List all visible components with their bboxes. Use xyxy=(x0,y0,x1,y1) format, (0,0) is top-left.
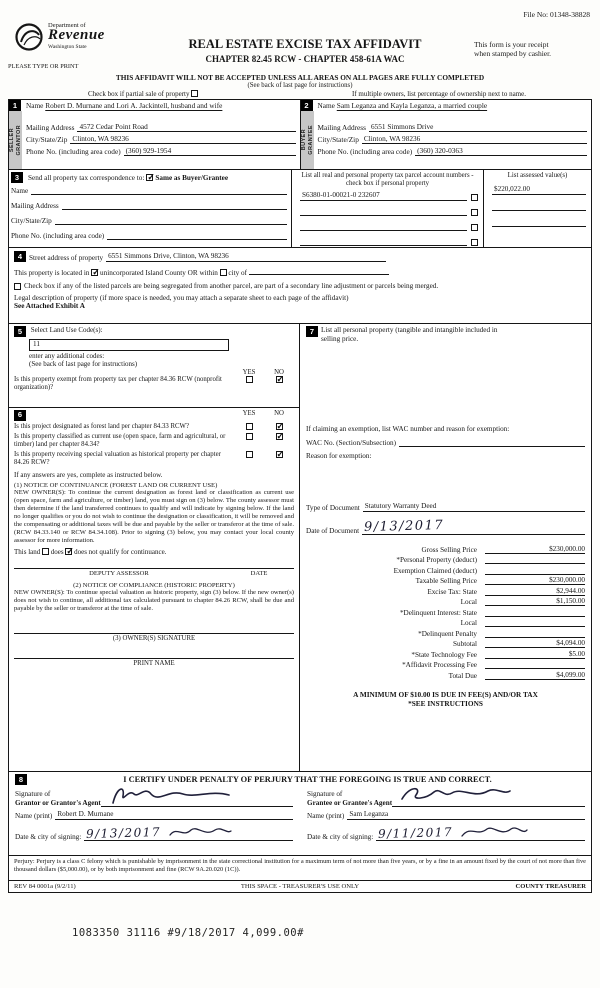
segregated-checkbox[interactable] xyxy=(14,283,21,290)
land-use-code-box[interactable]: 11 xyxy=(29,339,229,351)
wac-label: WAC No. (Section/Subsection) xyxy=(306,439,397,448)
selling-price-section xyxy=(299,324,591,771)
document-date[interactable]: 9/13/2017 xyxy=(362,519,585,535)
fee-table xyxy=(306,543,585,680)
yes-header-5: YES xyxy=(242,369,256,376)
treasurer-stamp: 1083350 31116 #9/18/2017 4,099.00# xyxy=(72,927,304,939)
city-of-field[interactable] xyxy=(249,267,389,275)
parcel-1-personal-checkbox[interactable] xyxy=(471,194,478,201)
parcel-numbers-section xyxy=(291,170,483,247)
fee-row: *Personal Property (deduct) xyxy=(306,555,585,564)
affidavit-form xyxy=(8,99,592,893)
historic-question: Is this property receiving special valuation as historical property per chapter 84.26 RCW? xyxy=(14,451,221,467)
buyer-mailing-label: Mailing Address xyxy=(317,123,366,132)
additional-codes-label: enter any additional codes: xyxy=(29,352,105,360)
parcel-number-3[interactable] xyxy=(300,221,467,231)
corr-name-label: Name xyxy=(11,187,29,195)
parcel-numbers-header: List all real and personal property tax parcel account numbers - check box if personal property xyxy=(301,172,474,187)
buyer-name-label: Name xyxy=(317,101,335,110)
grantor-city-scribble-icon xyxy=(167,824,233,840)
grantee-signature-icon xyxy=(396,783,516,809)
perjury-notice: Perjury: Perjury is a class C felony which is punishable by imprisonment in the state correctional institution for a maximum term of not more than five years, or by a fine in an amount fixed by the court of not more than five thousand dollars ($5,000.00), or by both imprisonment and fine (RCW 9A.20.020 (1C)). xyxy=(14,858,586,874)
parcel-number-1[interactable]: S6380-01-00021-0 232607 xyxy=(300,191,467,201)
exemption-note: If claiming an exemption, list WAC number and reason for exemption: xyxy=(306,425,510,434)
owners-signature-line[interactable]: (3) OWNER(S) SIGNATURE xyxy=(14,633,294,642)
notice-1-body: NEW OWNER(S): To continue the current designation as forest land or classification as current use (open space, farm and agriculture, or timber) land, you must sign on (3) below. The county assessor must then determine if the land transferred continues to qualify and will indicate by signing below. If the land no longer qualifies or you do not wish to continue the designation or classification, it will be removed and the compensating or additional taxes will be due and payable by the seller or transferor at the time of sale. (RCW 84.33.140 or RCW 84.34.108). Prior to signing (3) below, you may contact your local county assessor for more information. xyxy=(14,489,294,544)
section-2-badge: 2 xyxy=(301,100,313,111)
see-back-note: (See back of last page for instructions) xyxy=(247,82,353,89)
grantee-signature[interactable] xyxy=(392,787,585,807)
fee-row: Local xyxy=(306,618,585,627)
section-8-badge: 8 xyxy=(15,774,27,785)
legal-description[interactable]: See Attached Exhibit A xyxy=(14,302,85,311)
fee-row: Subtotal $4,094.00 xyxy=(453,639,585,649)
located-in-label: This property is located in xyxy=(14,269,90,277)
forest-yes-checkbox[interactable] xyxy=(246,423,253,430)
document-date-label: Date of Document xyxy=(306,527,360,536)
land-does-checkbox[interactable] xyxy=(42,548,49,555)
grantor-signing-block xyxy=(15,787,303,841)
logo-name-text: Revenue xyxy=(48,27,105,43)
corr-citystatezip-label: City/State/Zip xyxy=(11,217,52,225)
legal-description-label: Legal description of property (if more space is needed, you may attach a separate sheet to each page of the affidavit) xyxy=(14,294,349,303)
fee-row: Excise Tax: State $2,944.00 xyxy=(427,586,585,596)
grantor-signature-icon xyxy=(107,783,237,809)
unincorporated-label: unincorporated Island County OR within xyxy=(100,269,218,277)
deputy-assessor-label: DEPUTY ASSESSOR xyxy=(89,570,149,578)
fee-row: *Delinquent Interest: State xyxy=(306,608,585,617)
notice-2-body: NEW OWNER(S): To continue special valuation as historic property, sign (3) below. If the new owner(s) does not wish to continue, all additional tax calculated pursuant to chapter 84.26 RCW, shall be due and payable by the seller or transferor at the time of sale. xyxy=(14,589,294,613)
fee-row: *Delinquent Penalty xyxy=(306,629,585,638)
certify-statement: I CERTIFY UNDER PENALTY OF PERJURY THAT THE FOREGOING IS TRUE AND CORRECT. xyxy=(123,775,492,784)
does-not-label: does not qualify for continuance. xyxy=(74,548,167,557)
certification-section xyxy=(9,772,591,856)
land-use-label: Select Land Use Code(s): xyxy=(30,326,103,334)
section-3-badge: 3 xyxy=(11,172,23,183)
deputy-date-label: DATE xyxy=(250,570,268,578)
receipt-note: This form is your receipt when stamped by cashier. xyxy=(474,40,552,58)
corr-name-field[interactable] xyxy=(31,185,287,195)
yes-header-6: YES xyxy=(242,410,256,417)
deputy-assessor-line[interactable] xyxy=(14,568,294,577)
personal-property-field[interactable] xyxy=(306,343,585,425)
section-7-badge: 7 xyxy=(306,326,318,337)
revenue-logo xyxy=(14,22,105,52)
street-address-label: Street address of property xyxy=(29,254,104,262)
fee-value[interactable] xyxy=(485,555,585,564)
document-type[interactable]: Statutory Warranty Deed xyxy=(363,502,585,512)
fee-value[interactable]: $4,099.00 xyxy=(485,671,585,680)
fee-row: Local $1,150.00 xyxy=(460,597,585,607)
completion-warning: THIS AFFIDAVIT WILL NOT BE ACCEPTED UNLESS ALL AREAS ON ALL PAGES ARE FULLY COMPLETED xyxy=(115,73,485,82)
section-4-badge: 4 xyxy=(14,251,26,262)
multiple-owners-note: If multiple owners, list percentage of ownership next to name. xyxy=(352,90,526,98)
land-use-see-back: (See back of last page for instructions) xyxy=(29,360,138,368)
property-address-section xyxy=(9,248,591,324)
partial-sale-checkbox[interactable] xyxy=(191,90,198,97)
fee-value[interactable]: $2,944.00 xyxy=(485,587,585,596)
no-header-5: NO xyxy=(274,369,284,376)
fee-row: *Affidavit Processing Fee xyxy=(306,660,585,669)
grantor-date-city-label: Date & city of signing: xyxy=(15,833,82,841)
current-use-question: Is this property classified as current use (open space, farm and agricultural, or timber) land per chapter 84.34? xyxy=(14,433,226,449)
grantor-agent-label: Grantor or Grantor's Agent xyxy=(15,798,101,807)
partial-sale-label: Check box if partial sale of property xyxy=(88,90,190,98)
buyer-phone[interactable]: (360) 320-0363 xyxy=(415,146,587,156)
section-1-badge: 1 xyxy=(9,100,21,111)
seller-grantor-side-label: SELLER GRANTOR xyxy=(9,111,22,169)
seller-citystatezip[interactable]: Clinton, WA 98236 xyxy=(70,134,295,144)
same-as-buyer-label: Same as Buyer/Grantee xyxy=(155,173,229,182)
assessed-value-header: List assessed value(s) xyxy=(507,172,568,179)
exempt-no-checkbox[interactable] xyxy=(276,376,283,383)
see-instructions-note: *SEE INSTRUCTIONS xyxy=(408,698,483,708)
street-address[interactable]: 6551 Simmons Drive, Clinton, WA 98236 xyxy=(106,252,386,262)
grantee-date-city[interactable]: 9/11/2017 xyxy=(376,824,585,841)
city-of-label: city of xyxy=(228,269,247,277)
forest-question: Is this project designated as forest land per chapter 84.33 RCW? xyxy=(14,423,189,430)
wac-number-field[interactable] xyxy=(399,437,585,447)
fee-value[interactable]: $230,000.00 xyxy=(485,545,585,554)
seller-section xyxy=(9,100,301,169)
parcel-3-personal-checkbox[interactable] xyxy=(471,224,478,231)
buyer-name[interactable]: Sam Leganza and Kayla Leganza, a married couple xyxy=(336,101,488,110)
current-use-yes-checkbox[interactable] xyxy=(246,433,253,440)
assessed-value-2[interactable] xyxy=(492,201,586,211)
form-revision: REV 84 0001a (9/2/11) xyxy=(14,883,76,890)
city-of-checkbox[interactable] xyxy=(220,269,227,276)
if-yes-note: If any answers are yes, complete as instructed below. xyxy=(14,471,163,480)
assessed-value-1[interactable]: $220,022.00 xyxy=(492,185,586,195)
fee-value[interactable] xyxy=(485,608,585,617)
forest-no-checkbox[interactable] xyxy=(276,423,283,430)
corr-mailing-field[interactable] xyxy=(62,200,287,210)
section-6-badge: 6 xyxy=(14,410,26,421)
send-correspondence-label: Send all property tax correspondence to: xyxy=(28,173,145,182)
print-name-line[interactable]: PRINT NAME xyxy=(14,658,294,667)
county-treasurer-label: COUNTY TREASURER xyxy=(515,883,586,890)
notice-2-title: (2) NOTICE OF COMPLIANCE (HISTORIC PROPERTY) xyxy=(73,582,235,590)
land-does-not-checkbox[interactable] xyxy=(65,548,72,555)
segregated-label: Check box if any of the listed parcels are being segregated from another parcel, are part of a secondary line adjustment or parcels being merged. xyxy=(24,282,439,290)
notice-1-title: (1) NOTICE OF CONTINUANCE (FOREST LAND OR CURRENT USE) xyxy=(14,482,218,490)
parcel-4-personal-checkbox[interactable] xyxy=(471,239,478,246)
parcel-number-2[interactable] xyxy=(300,206,467,216)
fee-row: Gross Selling Price $230,000.00 xyxy=(421,544,585,554)
parcel-2-personal-checkbox[interactable] xyxy=(471,209,478,216)
this-land-label: This land xyxy=(14,548,41,557)
grantee-signing-block xyxy=(303,787,585,841)
land-use-section xyxy=(9,324,299,408)
fee-row: Exemption Claimed (deduct) xyxy=(306,566,585,575)
section-5-badge: 5 xyxy=(14,326,26,337)
buyer-citystatezip[interactable]: Clinton, WA 98236 xyxy=(362,134,587,144)
fee-row: Taxable Selling Price $230,000.00 xyxy=(415,576,585,586)
grantee-agent-label: Grantee or Grantee's Agent xyxy=(307,798,393,807)
minimum-due-note: A MINIMUM OF $10.00 IS DUE IN FEE(S) AND/OR TAX xyxy=(353,689,538,699)
form-footer-strip xyxy=(9,880,591,892)
fee-value[interactable]: $1,150.00 xyxy=(485,597,585,606)
tax-correspondence-section xyxy=(9,170,291,247)
grantee-date-city-label: Date & city of signing: xyxy=(307,833,374,841)
parcel-number-4[interactable] xyxy=(300,236,467,246)
same-as-buyer-checkbox[interactable] xyxy=(146,174,153,181)
fee-value[interactable]: $4,094.00 xyxy=(485,639,585,648)
grantor-name-print-label: Name (print) xyxy=(15,812,53,820)
grantee-sig-of-label: Signature of xyxy=(307,790,343,799)
treasurer-space-label: THIS SPACE - TREASURER'S USE ONLY xyxy=(240,883,360,890)
page-title: REAL ESTATE EXCISE TAX AFFIDAVIT xyxy=(188,37,422,51)
page-subtitle: CHAPTER 82.45 RCW - CHAPTER 458-61A WAC xyxy=(205,54,405,64)
corr-phone-label: Phone No. (including area code) xyxy=(11,232,105,240)
personal-property-label: List all personal property (tangible and intangible included in selling price. xyxy=(321,326,498,343)
fee-value[interactable]: $5.00 xyxy=(485,650,585,659)
fee-value[interactable] xyxy=(485,660,585,669)
fee-value[interactable] xyxy=(485,566,585,575)
assessed-value-3[interactable] xyxy=(492,217,586,227)
seller-citystatezip-label: City/State/Zip xyxy=(26,135,68,144)
seller-phone[interactable]: (360) 929-1954 xyxy=(124,146,296,156)
grantor-sig-of-label: Signature of xyxy=(15,790,51,799)
corr-phone-field[interactable] xyxy=(107,230,287,240)
does-label: does xyxy=(50,548,64,557)
fee-value[interactable]: $230,000.00 xyxy=(485,576,585,585)
grantor-name-print[interactable]: Robert D. Murnane xyxy=(55,810,293,820)
historic-yes-checkbox[interactable] xyxy=(246,451,253,458)
corr-citystatezip-field[interactable] xyxy=(55,215,287,225)
grantee-name-print[interactable]: Sam Leganza xyxy=(347,810,585,820)
buyer-phone-label: Phone No. (including area code) xyxy=(317,147,413,156)
seller-name-label: Name xyxy=(26,101,44,110)
seller-name[interactable]: Robert D. Murnane and Lori A. Jackintell, husband and wife xyxy=(45,101,223,110)
seller-phone-label: Phone No. (including area code) xyxy=(26,147,121,156)
fee-row: *State Technology Fee $5.00 xyxy=(411,649,585,659)
reason-exemption-label: Reason for exemption: xyxy=(306,452,372,461)
document-type-label: Type of Document xyxy=(306,504,360,513)
grantee-name-print-label: Name (print) xyxy=(307,812,345,820)
grantee-city-scribble-icon xyxy=(459,824,529,840)
buyer-mailing[interactable]: 6551 Simmons Drive xyxy=(369,122,587,132)
fee-value[interactable] xyxy=(485,618,585,627)
reason-exemption-field[interactable] xyxy=(306,460,585,500)
unincorporated-checkbox[interactable] xyxy=(91,269,98,276)
partial-sale-row xyxy=(88,90,198,98)
buyer-citystatezip-label: City/State/Zip xyxy=(317,135,359,144)
corr-mailing-label: Mailing Address xyxy=(11,202,59,210)
please-type-label: PLEASE TYPE OR PRINT xyxy=(8,63,79,70)
exempt-question: Is this property exempt from property tax per chapter 84.36 RCW (nonprofit organization)? xyxy=(14,376,222,392)
exempt-yes-checkbox[interactable] xyxy=(246,376,253,383)
logo-state-text: Washington State xyxy=(48,44,87,50)
logo-dept-text: Department of xyxy=(48,22,86,29)
file-number: File No: 01348-38828 xyxy=(523,10,590,19)
continuance-section xyxy=(9,408,299,771)
historic-no-checkbox[interactable] xyxy=(276,451,283,458)
current-use-no-checkbox[interactable] xyxy=(276,433,283,440)
fee-row: Total Due $4,099.00 xyxy=(448,670,585,680)
fee-value[interactable] xyxy=(485,629,585,638)
grantor-signature[interactable] xyxy=(101,787,293,807)
seller-mailing[interactable]: 4572 Cedar Point Road xyxy=(77,122,295,132)
revenue-logo-icon xyxy=(14,22,44,52)
no-header-6: NO xyxy=(274,410,284,417)
assessed-value-section xyxy=(483,170,591,247)
grantor-date-city[interactable]: 9/13/2017 xyxy=(84,824,293,841)
buyer-section xyxy=(301,100,592,169)
buyer-grantee-side-label: BUYER GRANTEE xyxy=(301,111,314,169)
seller-mailing-label: Mailing Address xyxy=(26,123,75,132)
